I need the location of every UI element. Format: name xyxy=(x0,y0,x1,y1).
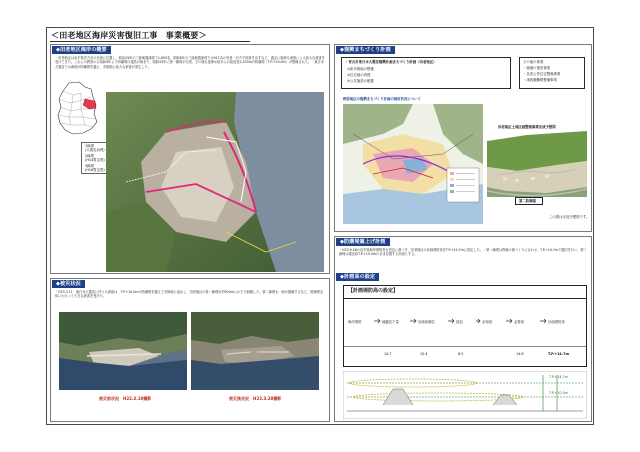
flow-value: 10.4 xyxy=(420,352,428,356)
plan-summary-box xyxy=(341,57,511,89)
plan-item: ③公共施設の配置 xyxy=(347,79,374,83)
reconstruction-heading: ◆復興まちづくり計画 xyxy=(336,46,395,54)
overview-heading: ◆田老地区海岸の概要 xyxy=(52,46,111,54)
legend-item: (大震災前堤) xyxy=(85,148,105,152)
damage-text: ・H23.3.11 東日本大震災に伴う大津波は、T.P.+10.0mの防潮堤を越えて市街地に浸水し、田老地区の第一線堤が約500mにわたり倒壊した。第二線堤も一部が損壊するなど、防潮堤全体にわたって大きな被害を受けた。 xyxy=(55,290,323,299)
levee-raising-text: ・H23.9.26の岩手県海岸堤防高さ設定に基づき、田老地区の計画堤防高をT.P.+14.7mに設定した。・第一線堤は背後の街づくりに合わせ、T.P.+14.7mで復旧を行い、第二線堤は現況高T.P.+10.0mのまま存置する計画とする。 xyxy=(339,248,587,257)
document-sheet xyxy=(46,27,594,425)
town-plan-map xyxy=(343,104,483,224)
flow-value: 14.7 xyxy=(384,352,392,356)
aerial-title: 田老地区土地区画整理事業完成予想図 xyxy=(498,125,556,129)
flow-value: 8.5 xyxy=(458,352,464,356)
flow-step: 海岸堤防 xyxy=(348,320,362,324)
plan-item: ①新市街地の整備 xyxy=(347,67,374,71)
damage-panel xyxy=(50,278,330,422)
flow-value: T.P.+14.7m xyxy=(548,352,569,356)
second-levee-text: 第二防潮堤 xyxy=(519,199,536,203)
reconstruction-panel xyxy=(334,44,592,232)
other-item: ・漁港の復旧事業 xyxy=(523,66,551,70)
overview-panel xyxy=(50,44,330,274)
plan-item: ②住宅地の再建 xyxy=(347,73,371,77)
title-underline xyxy=(50,41,250,42)
flow-arrows xyxy=(344,314,586,328)
legend-item: (H14暫定堤) xyxy=(85,158,105,162)
flow-step: 計画堤防高 xyxy=(548,320,565,324)
other-item: ・災害公営住宅整備事業 xyxy=(523,72,561,76)
flow-step: 余裕高 xyxy=(482,320,493,324)
flow-step: 必要高 xyxy=(514,320,525,324)
damage-heading: ◆被災状況 xyxy=(52,280,85,288)
before-photo xyxy=(59,312,187,390)
plan-title: ・宮古市東日本大震災復興計画まちづくり計画（田老地区） xyxy=(345,60,437,64)
second-levee-label xyxy=(515,197,543,205)
flow-step: 地盤沈下量 xyxy=(382,320,399,324)
legend-item: (H16暫定堤) xyxy=(85,168,105,172)
flow-step: 波浪 xyxy=(456,320,463,324)
legend-item: 1線堤 xyxy=(85,144,94,148)
legend-item: 2線堤 xyxy=(85,154,94,158)
chart-label-upper: T.P.+14.7m xyxy=(549,375,569,379)
map-note: 野原地区の復興まちづくり計画の検討状況について xyxy=(343,97,421,101)
flow-value: 14.6 xyxy=(516,352,524,356)
page-title: ＜田老地区海岸災害復旧工事 事業概要＞ xyxy=(51,31,207,40)
other-projects-box xyxy=(519,57,585,89)
other-item: ・津波避難路整備事業 xyxy=(523,78,557,82)
plan-height-heading: ◆計画高の設定 xyxy=(336,273,379,281)
plan-height-table xyxy=(343,285,587,367)
after-caption: 被災後状況 H23.3.28撮影 xyxy=(229,396,282,401)
flow-step: 計画高潮位 xyxy=(418,320,435,324)
prefecture-map xyxy=(55,81,100,136)
levee-raising-heading: ◆防潮堤嵩上げ計画 xyxy=(336,238,390,246)
levee-raising-panel xyxy=(334,236,592,422)
after-photo xyxy=(191,312,319,390)
levee-aerial-map xyxy=(106,92,324,272)
table-title: 【計画堤防高の設定】 xyxy=(348,288,399,294)
legend-item: 3線堤 xyxy=(85,164,94,168)
completion-caption: この図は完成予想図です。 xyxy=(549,215,590,219)
chart-label-lower: T.P.+10.0m xyxy=(549,391,569,395)
overview-text: ・田老地区は岩手県宮古市の北部に位置し、明治29年の三陸地震津波で1,859名、昭和8年の三陸地震津波では911名の死者・行方不明者を出すなど、過去に幾度も津波による甚大な被害を受けてきた。これらの教訓から昭和9年より防潮堤の建設が始まり、昭和33年に第一線堤が完成、その後も延伸が続けられ総延長2,433mの防潮堤（T.P.+10.0m）が整備された。・東日本大震災では津波が防潮堤を越え、市街地に甚大な被害が発生した。 xyxy=(55,56,325,69)
before-caption: 被災前状況 H22.3.10撮影 xyxy=(99,396,152,401)
other-item: その他の事業 xyxy=(523,60,544,64)
